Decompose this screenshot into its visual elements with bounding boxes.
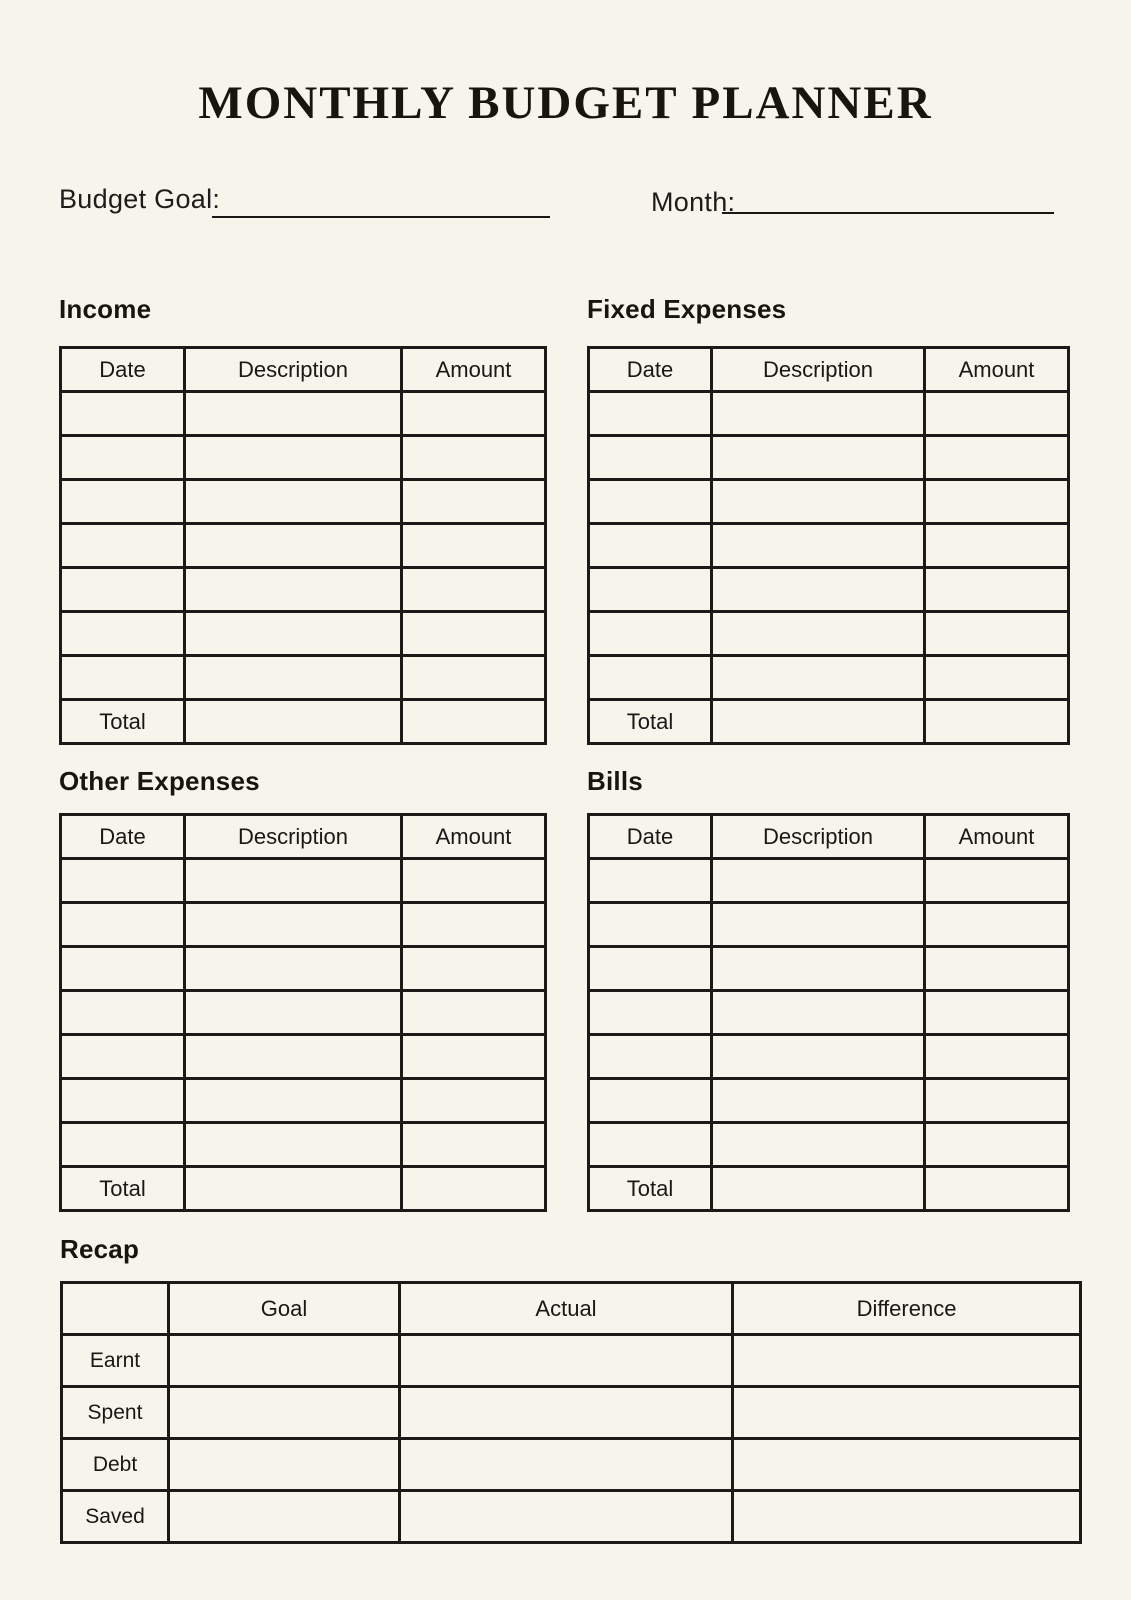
budget-goal-input-line[interactable]: [212, 216, 550, 218]
fill-in-cell[interactable]: [169, 1439, 400, 1491]
bills-column-header-date: Date: [589, 815, 712, 859]
fill-in-cell[interactable]: [402, 1167, 546, 1211]
month-input-line[interactable]: [722, 212, 1054, 214]
fill-in-cell[interactable]: [400, 1491, 733, 1543]
fill-in-cell[interactable]: [185, 524, 402, 568]
fill-in-cell[interactable]: [402, 700, 546, 744]
fill-in-cell[interactable]: [402, 480, 546, 524]
fill-in-cell[interactable]: [925, 700, 1069, 744]
bills-heading: Bills: [587, 766, 643, 796]
fixed-expenses-column-header-amount: Amount: [925, 348, 1069, 392]
blank-row: [589, 568, 1069, 612]
fill-in-cell[interactable]: [925, 859, 1069, 903]
fill-in-cell[interactable]: [61, 859, 185, 903]
blank-row: [589, 392, 1069, 436]
fill-in-cell[interactable]: [733, 1335, 1081, 1387]
fill-in-cell[interactable]: [589, 859, 712, 903]
fill-in-cell[interactable]: [61, 1035, 185, 1079]
fill-in-cell[interactable]: [925, 436, 1069, 480]
blank-row: [589, 1123, 1069, 1167]
fill-in-cell[interactable]: [185, 436, 402, 480]
fill-in-cell[interactable]: [402, 903, 546, 947]
other-expenses-column-header-description: Description: [185, 815, 402, 859]
fill-in-cell[interactable]: [712, 656, 925, 700]
fill-in-cell[interactable]: [402, 1035, 546, 1079]
recap-column-header-goal: Goal: [169, 1283, 400, 1335]
other-expenses-header-row: [61, 815, 546, 859]
blank-row: [61, 859, 546, 903]
bills-total-label: Total: [589, 1167, 712, 1211]
fill-in-cell[interactable]: [61, 524, 185, 568]
income-column-header-description: Description: [185, 348, 402, 392]
income-column-header-date: Date: [61, 348, 185, 392]
bills-total-row: [589, 1167, 1069, 1211]
fill-in-cell[interactable]: [712, 700, 925, 744]
fill-in-cell[interactable]: [925, 524, 1069, 568]
fill-in-cell[interactable]: [589, 524, 712, 568]
blank-row: [589, 1035, 1069, 1079]
fill-in-cell[interactable]: [712, 480, 925, 524]
bills-column-header-amount: Amount: [925, 815, 1069, 859]
fixed-expenses-column-header-date: Date: [589, 348, 712, 392]
fill-in-cell[interactable]: [402, 1079, 546, 1123]
page-title: MONTHLY BUDGET PLANNER: [198, 77, 933, 129]
fill-in-cell[interactable]: [589, 1123, 712, 1167]
fill-in-cell[interactable]: [589, 1035, 712, 1079]
blank-row: [589, 903, 1069, 947]
fill-in-cell[interactable]: [925, 1079, 1069, 1123]
fill-in-cell[interactable]: [925, 612, 1069, 656]
fill-in-cell[interactable]: [712, 436, 925, 480]
fill-in-cell[interactable]: [61, 436, 185, 480]
fill-in-cell[interactable]: [402, 436, 546, 480]
fill-in-cell[interactable]: [589, 436, 712, 480]
fill-in-cell[interactable]: [925, 392, 1069, 436]
fill-in-cell[interactable]: [925, 903, 1069, 947]
other-expenses-column-header-date: Date: [61, 815, 185, 859]
bills-header-row: [589, 815, 1069, 859]
fill-in-cell[interactable]: [61, 392, 185, 436]
fill-in-cell[interactable]: [733, 1387, 1081, 1439]
fill-in-cell[interactable]: [402, 392, 546, 436]
blank-row: [61, 1123, 546, 1167]
recap-column-header-actual: Actual: [400, 1283, 733, 1335]
recap-row-debt: [62, 1439, 1081, 1491]
recap-row-spent: [62, 1387, 1081, 1439]
blank-row: [61, 524, 546, 568]
fill-in-cell[interactable]: [61, 991, 185, 1035]
blank-row: [589, 1079, 1069, 1123]
fill-in-cell[interactable]: [925, 656, 1069, 700]
fill-in-cell[interactable]: [61, 1079, 185, 1123]
fill-in-cell[interactable]: [400, 1439, 733, 1491]
other-expenses-total-label: Total: [61, 1167, 185, 1211]
fill-in-cell[interactable]: [589, 1079, 712, 1123]
blank-row: [61, 991, 546, 1035]
fill-in-cell[interactable]: [185, 480, 402, 524]
other-expenses-heading: Other Expenses: [59, 766, 260, 796]
blank-row: [589, 612, 1069, 656]
fill-in-cell[interactable]: [185, 612, 402, 656]
fill-in-cell[interactable]: [400, 1335, 733, 1387]
fill-in-cell[interactable]: [733, 1491, 1081, 1543]
blank-row: [61, 480, 546, 524]
fill-in-cell[interactable]: [185, 1123, 402, 1167]
recap-row-earnt: [62, 1335, 1081, 1387]
fill-in-cell[interactable]: [925, 947, 1069, 991]
fill-in-cell[interactable]: [925, 991, 1069, 1035]
fill-in-cell[interactable]: [61, 903, 185, 947]
blank-row: [589, 859, 1069, 903]
blank-row: [61, 1035, 546, 1079]
blank-row: [61, 392, 546, 436]
income-header-row: [61, 348, 546, 392]
fill-in-cell[interactable]: [925, 1035, 1069, 1079]
recap-row-label-saved: Saved: [62, 1491, 169, 1543]
blank-row: [61, 947, 546, 991]
fill-in-cell[interactable]: [61, 612, 185, 656]
fill-in-cell[interactable]: [185, 1167, 402, 1211]
income-total-label: Total: [61, 700, 185, 744]
month-label: Month:: [651, 187, 736, 217]
fill-in-cell[interactable]: [400, 1387, 733, 1439]
fill-in-cell[interactable]: [712, 1167, 925, 1211]
fill-in-cell[interactable]: [169, 1387, 400, 1439]
other-expenses-column-header-amount: Amount: [402, 815, 546, 859]
fill-in-cell[interactable]: [925, 480, 1069, 524]
fill-in-cell[interactable]: [712, 859, 925, 903]
fill-in-cell[interactable]: [185, 1035, 402, 1079]
fill-in-cell[interactable]: [589, 656, 712, 700]
fill-in-cell[interactable]: [589, 480, 712, 524]
fill-in-cell[interactable]: [402, 656, 546, 700]
fill-in-cell[interactable]: [589, 991, 712, 1035]
recap-corner-cell: [62, 1283, 169, 1335]
fill-in-cell[interactable]: [925, 568, 1069, 612]
fill-in-cell[interactable]: [712, 1035, 925, 1079]
blank-row: [61, 1079, 546, 1123]
fill-in-cell[interactable]: [61, 656, 185, 700]
fill-in-cell[interactable]: [589, 947, 712, 991]
fill-in-cell[interactable]: [712, 991, 925, 1035]
recap-header-row: [62, 1283, 1081, 1335]
fill-in-cell[interactable]: [712, 1123, 925, 1167]
fill-in-cell[interactable]: [185, 947, 402, 991]
blank-row: [589, 947, 1069, 991]
fill-in-cell[interactable]: [402, 568, 546, 612]
bills-column-header-description: Description: [712, 815, 925, 859]
income-heading: Income: [59, 294, 152, 324]
fill-in-cell[interactable]: [712, 568, 925, 612]
fill-in-cell[interactable]: [589, 392, 712, 436]
fill-in-cell[interactable]: [589, 568, 712, 612]
income-table: [59, 346, 547, 745]
blank-row: [589, 436, 1069, 480]
recap-row-label-earnt: Earnt: [62, 1335, 169, 1387]
income-column-header-amount: Amount: [402, 348, 546, 392]
recap-heading: Recap: [60, 1234, 140, 1264]
fill-in-cell[interactable]: [712, 947, 925, 991]
other-expenses-total-row: [61, 1167, 546, 1211]
fill-in-cell[interactable]: [589, 903, 712, 947]
fixed-expenses-total-row: [589, 700, 1069, 744]
fill-in-cell[interactable]: [712, 392, 925, 436]
fill-in-cell[interactable]: [169, 1491, 400, 1543]
fill-in-cell[interactable]: [402, 859, 546, 903]
blank-row: [589, 480, 1069, 524]
fill-in-cell[interactable]: [925, 1167, 1069, 1211]
fill-in-cell[interactable]: [925, 1123, 1069, 1167]
fill-in-cell[interactable]: [185, 903, 402, 947]
fill-in-cell[interactable]: [185, 392, 402, 436]
fill-in-cell[interactable]: [402, 612, 546, 656]
fill-in-cell[interactable]: [61, 480, 185, 524]
fill-in-cell[interactable]: [61, 1123, 185, 1167]
fill-in-cell[interactable]: [733, 1439, 1081, 1491]
income-total-row: [61, 700, 546, 744]
recap-row-label-spent: Spent: [62, 1387, 169, 1439]
recap-row-label-debt: Debt: [62, 1439, 169, 1491]
blank-row: [61, 903, 546, 947]
fixed-expenses-table: [587, 346, 1070, 745]
fill-in-cell[interactable]: [402, 1123, 546, 1167]
fill-in-cell[interactable]: [185, 568, 402, 612]
fill-in-cell[interactable]: [402, 947, 546, 991]
fixed-expenses-total-label: Total: [589, 700, 712, 744]
fill-in-cell[interactable]: [185, 991, 402, 1035]
fill-in-cell[interactable]: [185, 1079, 402, 1123]
other-expenses-table: [59, 813, 547, 1212]
blank-row: [61, 656, 546, 700]
recap-row-saved: [62, 1491, 1081, 1543]
fill-in-cell[interactable]: [169, 1335, 400, 1387]
recap-table: [60, 1281, 1082, 1544]
blank-row: [61, 568, 546, 612]
fill-in-cell[interactable]: [589, 612, 712, 656]
fixed-expenses-heading: Fixed Expenses: [587, 294, 787, 324]
bills-table: [587, 813, 1070, 1212]
fill-in-cell[interactable]: [712, 903, 925, 947]
blank-row: [589, 524, 1069, 568]
fill-in-cell[interactable]: [712, 1079, 925, 1123]
fill-in-cell[interactable]: [185, 859, 402, 903]
fill-in-cell[interactable]: [185, 656, 402, 700]
fixed-expenses-column-header-description: Description: [712, 348, 925, 392]
fill-in-cell[interactable]: [712, 612, 925, 656]
fixed-expenses-header-row: [589, 348, 1069, 392]
fill-in-cell[interactable]: [61, 568, 185, 612]
blank-row: [61, 612, 546, 656]
budget-goal-label: Budget Goal:: [59, 184, 221, 214]
blank-row: [589, 991, 1069, 1035]
fill-in-cell[interactable]: [712, 524, 925, 568]
recap-column-header-difference: Difference: [733, 1283, 1081, 1335]
blank-row: [589, 656, 1069, 700]
fill-in-cell[interactable]: [61, 947, 185, 991]
fill-in-cell[interactable]: [185, 700, 402, 744]
fill-in-cell[interactable]: [402, 524, 546, 568]
blank-row: [61, 436, 546, 480]
fill-in-cell[interactable]: [402, 991, 546, 1035]
